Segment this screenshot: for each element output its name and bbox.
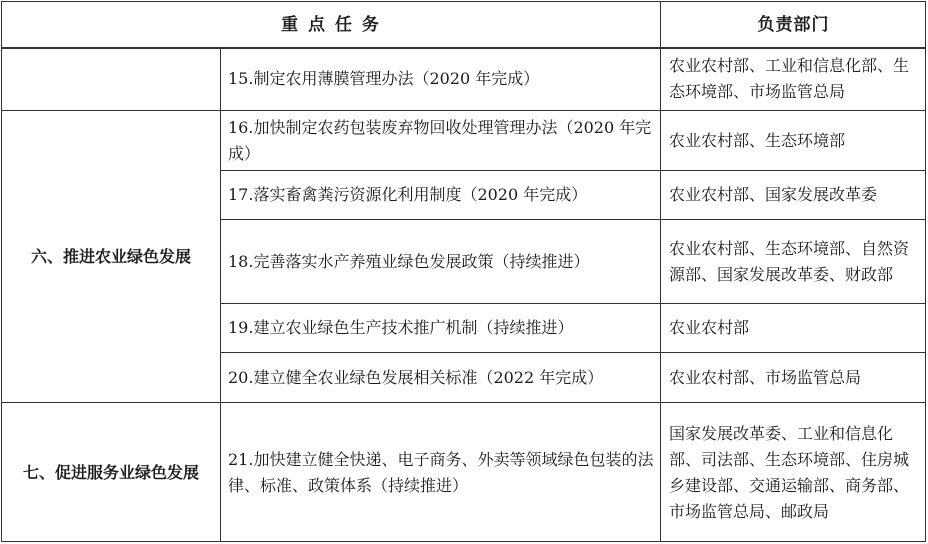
dept-text: 农业农村部、工业和信息化部、生态环境部、市场监管总局 — [669, 56, 910, 101]
dept-cell — [661, 111, 926, 170]
dept-cell — [661, 48, 926, 110]
task-cell — [221, 48, 660, 110]
task-text: 19.建立农业绿色生产技术推广机制（持续推进） — [228, 318, 574, 337]
task-text: 20.建立健全农业绿色发展相关标准（2022 年完成） — [228, 367, 604, 387]
dept-cell — [661, 353, 926, 402]
task-text: 17.落实畜禽粪污资源化利用制度（2020 年完成） — [228, 185, 588, 204]
task-cell — [221, 111, 660, 170]
task-text: 21.加快建立健全快递、电子商务、外卖等领域绿色包装的法律、标准、政策体系（持续推进） — [228, 449, 654, 495]
task-cell — [221, 403, 660, 542]
task-cell — [221, 220, 660, 303]
category-cell — [2, 48, 220, 110]
dept-cell — [661, 403, 926, 542]
dept-text: 农业农村部 — [669, 318, 750, 337]
dept-cell — [661, 171, 926, 219]
category-service-green: 七、促进服务业绿色发展 — [22, 462, 199, 482]
task-text: 18.完善落实水产养殖业绿色发展政策（持续推进） — [228, 251, 590, 271]
category-agriculture-green: 六、推进农业绿色发展 — [30, 246, 191, 266]
dept-text: 农业农村部、生态环境部、自然资源部、国家发展改革委、财政部 — [669, 238, 910, 284]
dept-text: 农业农村部、国家发展改革委 — [669, 185, 878, 204]
task-text: 16.加快制定农药包装废弃物回收处理管理办法（2020 年完成） — [228, 117, 652, 163]
task-cell — [221, 304, 660, 352]
dept-text: 农业农村部、市场监管总局 — [669, 367, 862, 387]
header-dept-column: 负责部门 — [757, 14, 830, 35]
task-text: 15.制定农用薄膜管理办法（2020 年完成） — [228, 69, 540, 88]
task-cell — [221, 353, 660, 402]
dept-text: 国家发展改革委、工业和信息化部、司法部、生态环境部、住房城乡建设部、交通运输部、商务部、市场监管总局、邮政局 — [669, 423, 910, 521]
dept-cell — [661, 304, 926, 352]
task-cell — [221, 171, 660, 219]
header-task-column: 重 点 任 务 — [281, 14, 381, 35]
dept-cell — [661, 220, 926, 303]
dept-text: 农业农村部、生态环境部 — [669, 130, 846, 150]
